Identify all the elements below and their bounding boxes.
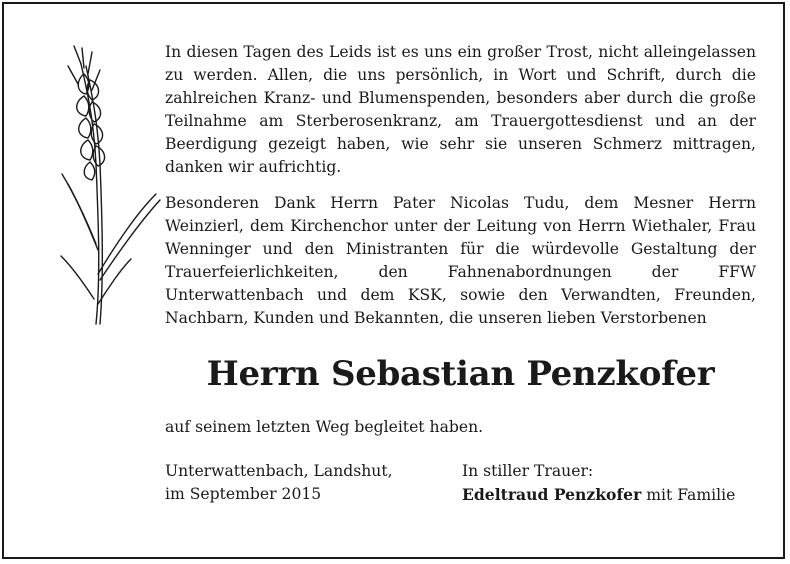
place: Unterwattenbach, Landshut, bbox=[165, 462, 393, 480]
wheat-ear-icon bbox=[56, 44, 166, 334]
closing-line: auf seinem letzten Weg begleitet haben. bbox=[165, 418, 484, 436]
mourning-label: In stiller Trauer: bbox=[462, 462, 594, 480]
deceased-name: Herrn Sebastian Penzkofer bbox=[206, 354, 715, 394]
mourner-line bbox=[462, 483, 735, 507]
thanks-paragraph: In diesen Tagen des Leids ist es uns ein großer Trost, nicht alleingelassen zu werden. Allen, die uns persönlich, in Wort und Schrift, durch die zahlreichen Kranz- und Blumenspenden, besonders aber durch die große Teilnahme am Sterberosenkranz, am Trauergottesdienst und an der Beerdigung gezeigt haben, wie sehr sie unseren Schmerz mittragen, danken wir aufrichtig. bbox=[165, 43, 756, 176]
mourner-suffix: mit Familie bbox=[641, 486, 736, 504]
obituary-card bbox=[2, 2, 785, 559]
place-date bbox=[165, 460, 393, 506]
special-thanks-paragraph: Besonderen Dank Herrn Pater Nicolas Tudu, dem Mesner Herrn Weinzierl, dem Kirchenchor unter der Leitung von Herrn Wiethaler, Frau Wenninger und den Ministranten für die würdevolle Gestaltung der Trauerfeierlichkeiten, den Fahnenabordnungen der FFW Unterwattenbach und dem KSK, sowie den Verwandten, Freunden, Nachbarn, Kunden und Bekannten, die unseren lieben Verstorbenen bbox=[165, 194, 756, 327]
mourner-name: Edeltraud Penzkofer bbox=[462, 485, 642, 504]
mourners bbox=[462, 460, 735, 507]
date: im September 2015 bbox=[165, 485, 322, 503]
